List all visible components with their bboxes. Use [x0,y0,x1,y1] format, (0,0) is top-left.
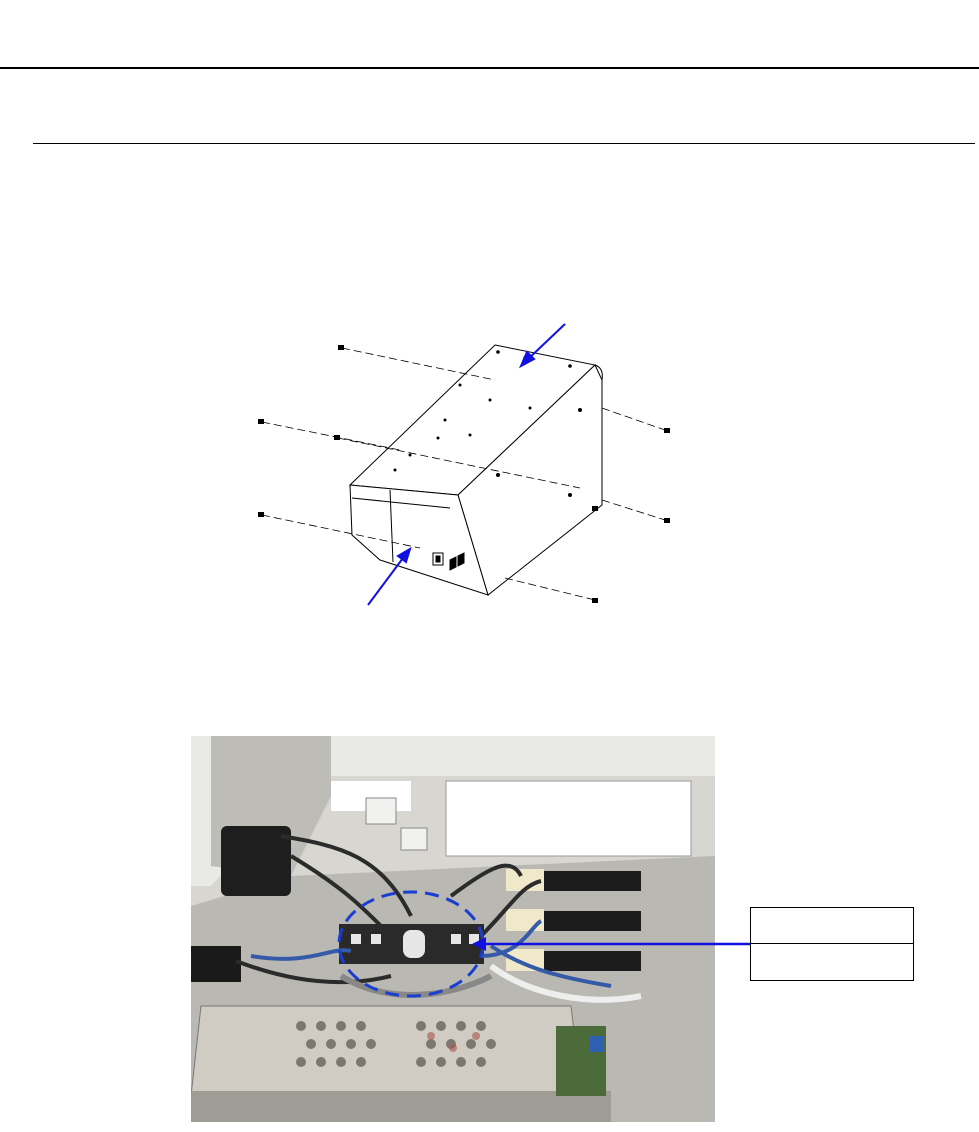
cover-exploded-diagram [240,310,700,620]
terminal-label-box [750,907,914,981]
enclosure-interior-photo [191,736,715,1122]
section-rule [33,143,975,144]
terminal-block-highlight [339,892,483,996]
label-box-line2 [751,944,913,980]
label-box-line1 [751,908,913,944]
header-rule [0,67,979,69]
